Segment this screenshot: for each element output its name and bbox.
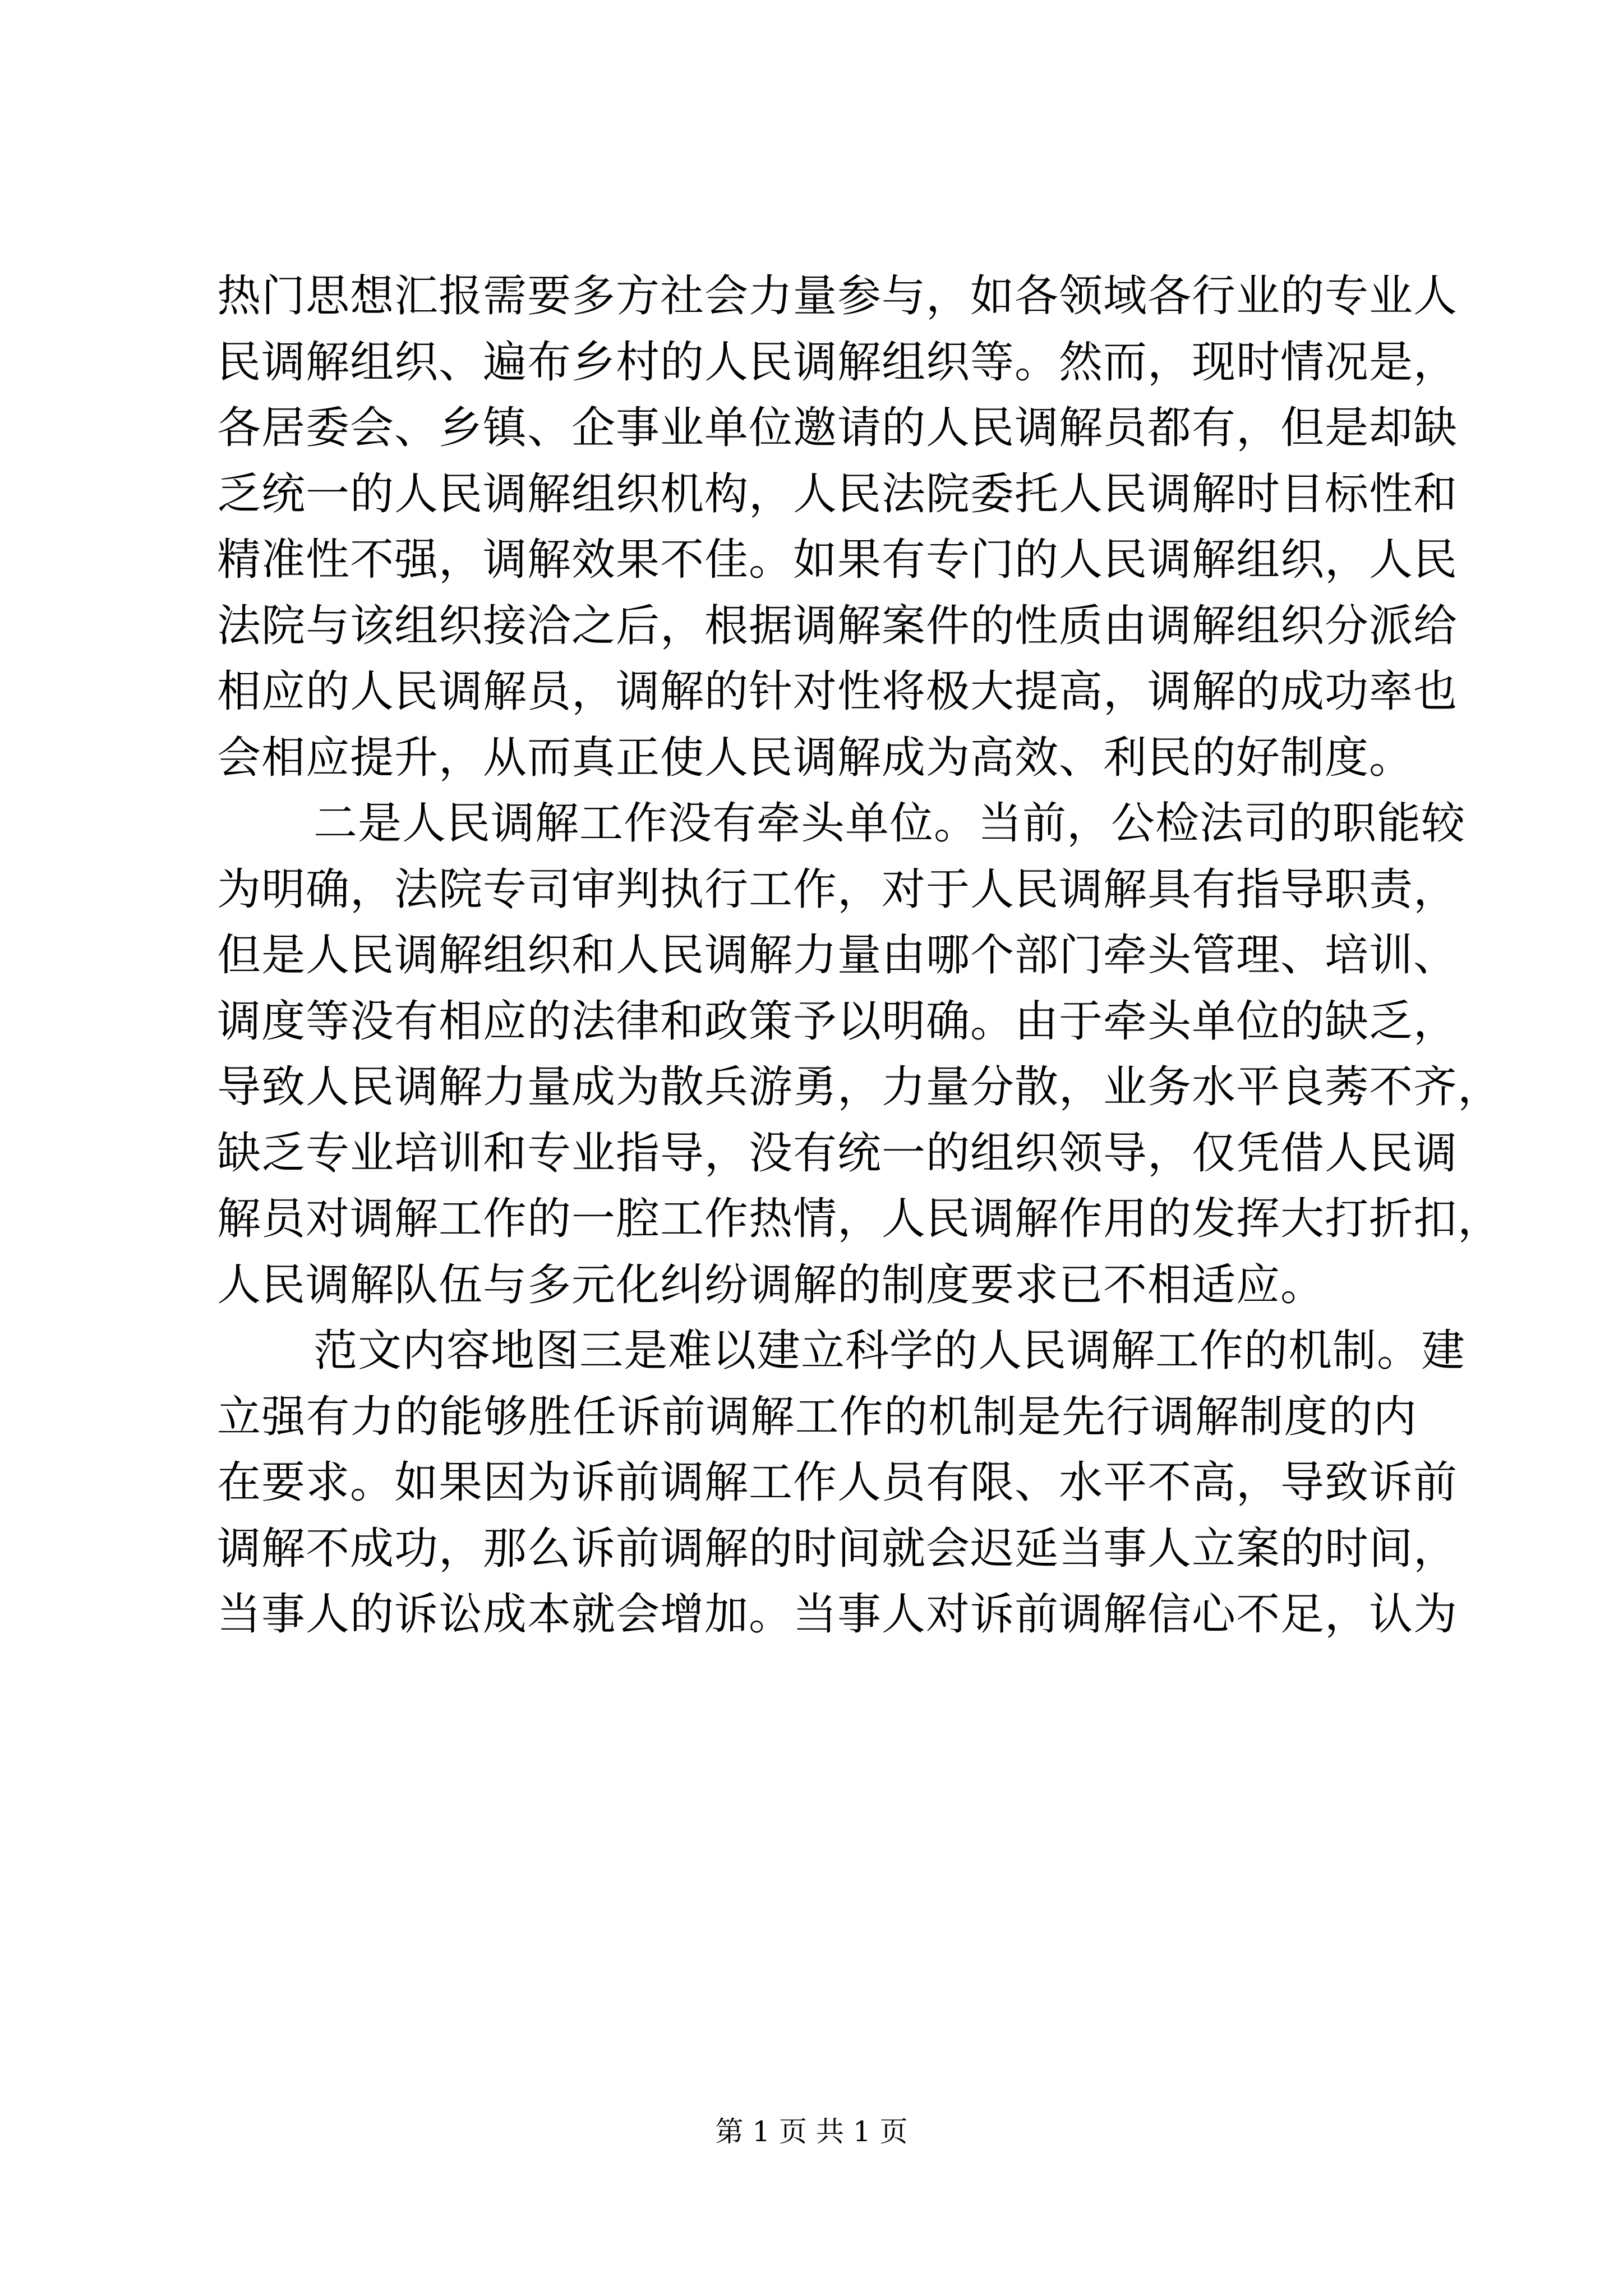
body-text xyxy=(217,264,1502,1648)
text-line: 各居委会、乡镇、企事业单位邀请的人民调解员都有，但是却缺 xyxy=(217,403,1458,453)
page-footer: 第 1 页 共 1 页 xyxy=(715,2115,908,2148)
text-line: 会相应提升，从而真正使人民调解成为高效、利民的好制度。 xyxy=(217,732,1414,783)
text-line: 在要求。如果因为诉前调解工作人员有限、水平不高，导致诉前 xyxy=(217,1457,1458,1508)
text-line: 精准性不强，调解效果不佳。如果有专门的人民调解组织，人民 xyxy=(217,535,1458,585)
text-line: 调度等没有相应的法律和政策予以明确。由于牵头单位的缺乏， xyxy=(217,996,1458,1047)
text-line: 解员对调解工作的一腔工作热情，人民调解作用的发挥大打折扣， xyxy=(217,1194,1502,1244)
text-line: 法院与该组织接洽之后，根据调解案件的性质由调解组织分派给 xyxy=(217,600,1458,651)
text-line: 乏统一的人民调解组织机构，人民法院委托人民调解时目标性和 xyxy=(217,468,1458,519)
text-line: 导致人民调解力量成为散兵游勇，力量分散，业务水平良莠不齐， xyxy=(217,1062,1502,1112)
text-line: 缺乏专业培训和专业指导，没有统一的组织领导，仅凭借人民调 xyxy=(217,1128,1458,1179)
text-line: 调解不成功，那么诉前调解的时间就会迟延当事人立案的时间， xyxy=(217,1523,1458,1574)
text-line: 热门思想汇报需要多方社会力量参与，如各领域各行业的专业人 xyxy=(217,271,1458,321)
text-line: 立强有力的能够胜任诉前调解工作的机制是先行调解制度的内 xyxy=(217,1391,1417,1442)
text-line: 人民调解队伍与多元化纠纷调解的制度要求已不相适应。 xyxy=(217,1259,1325,1310)
text-line: 但是人民调解组织和人民调解力量由哪个部门牵头管理、培训、 xyxy=(217,930,1458,981)
text-line: 民调解组织、遍布乡村的人民调解组织等。然而，现时情况是， xyxy=(217,337,1458,388)
text-line: 二是人民调解工作没有牵头单位。当前，公检法司的职能较 xyxy=(313,798,1466,849)
text-line: 当事人的诉讼成本就会增加。当事人对诉前调解信心不足，认为 xyxy=(217,1589,1458,1640)
text-line: 相应的人民调解员，调解的针对性将极大提高，调解的成功率也 xyxy=(217,666,1458,717)
text-line: 为明确，法院专司审判执行工作，对于人民调解具有指导职责， xyxy=(217,864,1458,915)
text-line: 范文内容地图三是难以建立科学的人民调解工作的机制。建 xyxy=(313,1326,1466,1376)
